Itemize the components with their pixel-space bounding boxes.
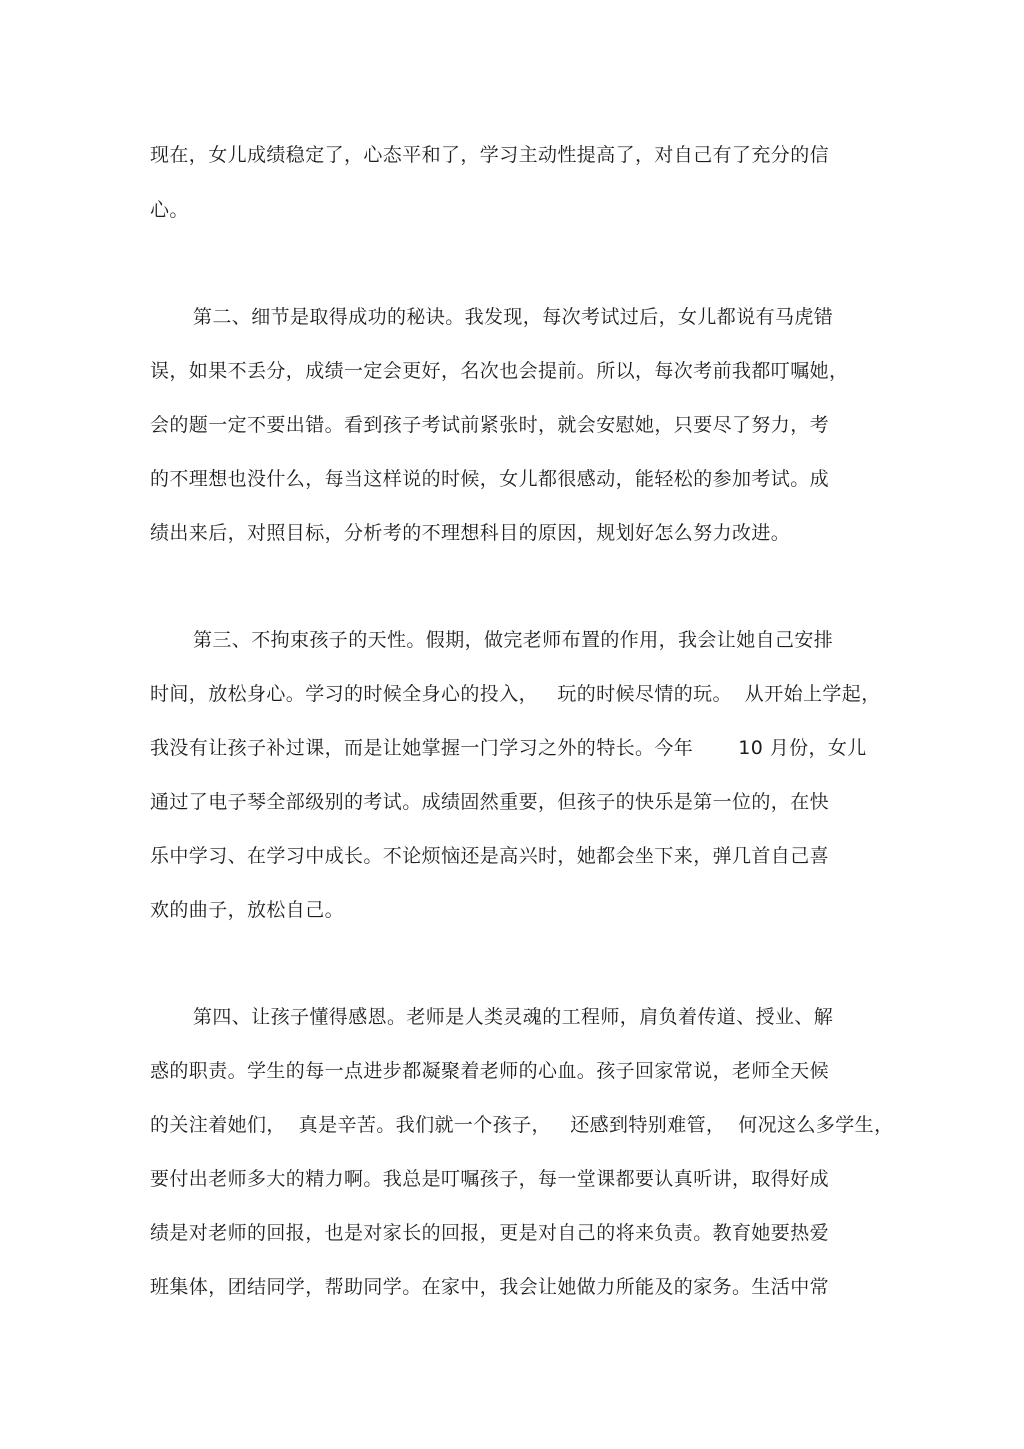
text-line: 第四、让孩子懂得感恩。老师是人类灵魂的工程师，肩负着传道、授业、解 <box>193 1006 834 1028</box>
text-line: 惑的职责。学生的每一点进步都凝聚着老师的心血。孩子回家常说，老师全天候 <box>150 1060 830 1082</box>
text-line: 的不理想也没什么，每当这样说的时候，女儿都很感动，能轻松的参加考试。成 <box>150 468 830 490</box>
text-line: 时间，放松身心。学习的时候全身心的投入， 玩的时候尽情的玩。 从开始上学起， <box>150 683 881 705</box>
text-line: 绩是对老师的回报，也是对家长的回报，更是对自己的将来负责。教育她要热爱 <box>150 1222 830 1244</box>
text-line: 乐中学习、在学习中成长。不论烦恼还是高兴时，她都会坐下来，弹几首自己喜 <box>150 845 830 867</box>
text-line: 会的题一定不要出错。看到孩子考试前紧张时，就会安慰她，只要尽了努力，考 <box>150 414 830 436</box>
text-line: 我没有让孩子补过课，而是让她掌握一门学习之外的特长。今年 10 月份，女儿 <box>150 737 867 759</box>
text-line: 误，如果不丢分，成绩一定会更好，名次也会提前。所以，每次考前我都叮嘱她， <box>150 360 849 382</box>
text-line: 绩出来后，对照目标，分析考的不理想科目的原因，规划好怎么努力改进。 <box>150 522 791 544</box>
text-line: 班集体，团结同学，帮助同学。在家中，我会让她做力所能及的家务。生活中常 <box>150 1276 830 1298</box>
text-line: 的关注着她们， 真是辛苦。我们就一个孩子， 还感到特别难管， 何况这么多学生， <box>150 1114 894 1136</box>
text-line: 欢的曲子，放松自己。 <box>150 899 345 921</box>
text-line: 心。 <box>150 199 189 221</box>
text-line: 要付出老师多大的精力啊。我总是叮嘱孩子，每一堂课都要认真听讲，取得好成 <box>150 1168 830 1190</box>
text-line: 通过了电子琴全部级别的考试。成绩固然重要，但孩子的快乐是第一位的，在快 <box>150 791 830 813</box>
text-line: 现在，女儿成绩稳定了，心态平和了，学习主动性提高了，对自己有了充分的信 <box>150 144 830 166</box>
text-line: 第三、不拘束孩子的天性。假期，做完老师布置的作用，我会让她自己安排 <box>193 629 834 651</box>
text-line: 第二、细节是取得成功的秘诀。我发现，每次考试过后，女儿都说有马虎错 <box>193 306 834 328</box>
